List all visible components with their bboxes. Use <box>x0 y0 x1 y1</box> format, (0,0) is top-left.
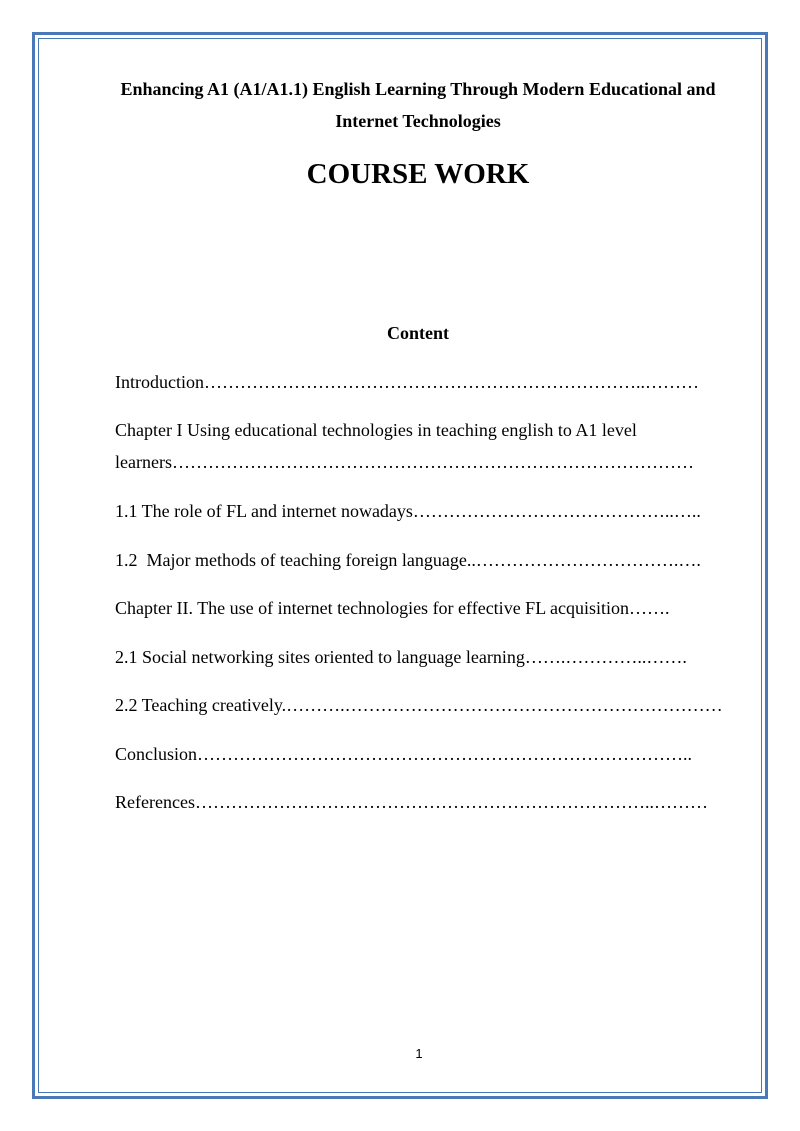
toc-item-section-2-2: 2.2 Teaching creatively.……….……………………………………………………… <box>115 695 723 715</box>
toc-item-section-2-1: 2.1 Social networking sites oriented to language learning…….…………..……. <box>115 647 687 667</box>
toc-item-references: References…………………………………………………………………..……… <box>115 792 708 812</box>
content-label: Content <box>387 323 449 343</box>
document-title: Enhancing A1 (A1/A1.1) English Learning Through Modern Educational and Internet Technologies <box>120 79 716 131</box>
toc-item-section-1-1: 1.1 The role of FL and internet nowadays……………………………………..….. <box>115 501 701 521</box>
toc-item-section-1-2: 1.2 Major methods of teaching foreign language..…………………………….…. <box>115 550 701 570</box>
page-number: 1 <box>415 1046 423 1061</box>
document-heading: COURSE WORK <box>306 158 530 190</box>
toc-item-chapter-1: Chapter I Using educational technologies in teaching english to A1 level learners…………………………………………………………………………… <box>115 420 694 472</box>
toc-item-conclusion: Conclusion……………………………………………………………………….. <box>115 744 693 764</box>
toc-item-introduction: Introduction………………………………………………………………..……… <box>115 372 699 392</box>
toc-item-chapter-2: Chapter II. The use of internet technologies for effective FL acquisition……. <box>115 598 670 618</box>
